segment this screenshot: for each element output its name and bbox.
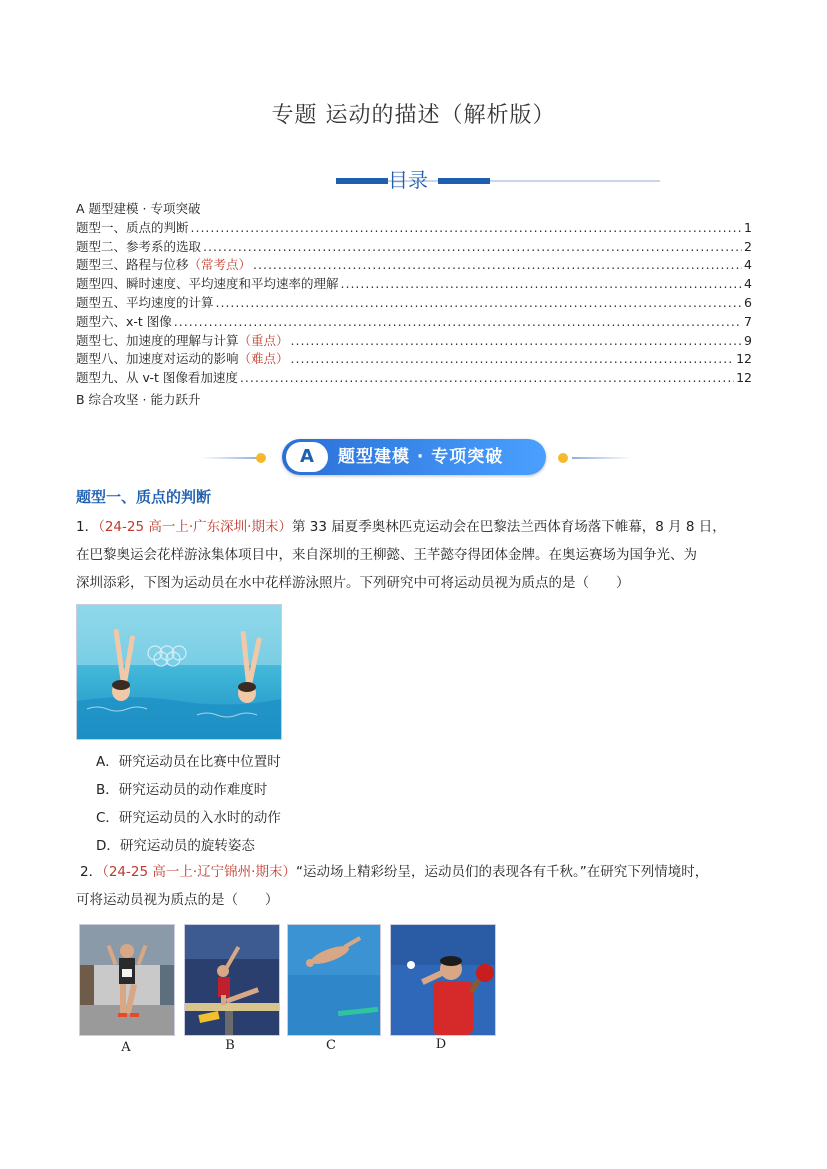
document-title: 专题 运动的描述（解析版） [271, 103, 556, 128]
toc-page-number: 7 [744, 313, 752, 329]
banner-dot-right [558, 453, 568, 463]
toc-leader [240, 369, 734, 388]
toc-heading: 目录 [388, 168, 428, 192]
toc-item[interactable]: 题型四、瞬时速度、平均速度和平均速率的理解 ..... 4 [76, 275, 752, 294]
question-2-line-1: 2．（24-25 高一上·辽宁锦州·期末）“运动场上精彩纷呈，运动员们的表现各有千秋。”在研究下列情境时， [80, 864, 709, 880]
toc-item[interactable]: 题型六、x-t 图像 ..... 7 [76, 313, 752, 332]
banner-line-left [200, 457, 260, 459]
synchronized-swimming-photo [76, 604, 282, 740]
table-tennis-photo [390, 924, 496, 1036]
banner-text: 题型建模 · 专项突破 [338, 447, 504, 467]
toc-page-number: 6 [744, 294, 752, 310]
toc-item[interactable]: 题型三、路程与位移 （常考点） ..... 4 [76, 256, 752, 275]
question-2 [76, 858, 760, 914]
table-tennis-illustration [391, 925, 495, 1035]
toc-leader [174, 313, 742, 332]
option-a[interactable]: A．研究运动员在比赛中位置时 [96, 754, 281, 770]
toc-leader [291, 332, 743, 351]
toc-page-number: 9 [744, 332, 752, 348]
option-b[interactable]: B．研究运动员的动作难度时 [96, 782, 268, 798]
runner-illustration [80, 925, 174, 1035]
toc-page-number: 2 [744, 238, 752, 254]
toc-page-number: 1 [744, 219, 752, 235]
question-source: （24-25 高一上·辽宁锦州·期末） [102, 864, 296, 880]
toc-page-number: 12 [736, 370, 752, 386]
banner-line-right [572, 457, 632, 459]
toc-page-number: 4 [744, 257, 752, 273]
table-of-contents [76, 200, 752, 410]
toc-leader [291, 350, 735, 369]
swimming-illustration [77, 605, 281, 739]
photo-caption-a: A [121, 1040, 131, 1055]
diving-photo [287, 924, 381, 1036]
question-1 [76, 513, 756, 597]
question-1-line-1: 1．（24-25 高一上·广东深圳·期末）第 33 届夏季奥林匹克运动会在巴黎法兰西体育场落下帷幕，8 月 8 日， [76, 519, 726, 535]
toc-leader [216, 294, 743, 313]
toc-leader [253, 256, 742, 275]
photo-caption-d: D [435, 1037, 447, 1052]
question-2-line-2: 可将运动员视为质点的是（ ） [76, 892, 279, 908]
toc-left-bar [336, 178, 388, 184]
toc-leader [341, 275, 743, 294]
photo-caption-c: C [326, 1038, 336, 1053]
banner-pill [282, 439, 546, 475]
section-banner [200, 438, 630, 478]
toc-item[interactable]: 题型二、参考系的选取 ..... 2 [76, 238, 752, 257]
question-1-line-2: 在巴黎奥运会花样游泳集体项目中，来自深圳的王柳懿、王芊懿夺得团体金牌。在奥运赛场为国争光、为 [76, 547, 697, 563]
question-1-line-3: 深圳添彩，下图为运动员在水中花样游泳照片。下列研究中可将运动员视为质点的是（ ） [76, 575, 630, 591]
toc-right-bar [438, 178, 490, 184]
toc-page-number: 4 [744, 276, 752, 292]
question-source: （24-25 高一上·广东深圳·期末） [98, 519, 292, 535]
diver-illustration [288, 925, 380, 1035]
banner-letter: A [286, 442, 328, 472]
toc-item[interactable]: 题型五、平均速度的计算 ..... 6 [76, 294, 752, 313]
marathon-runner-photo [79, 924, 175, 1036]
option-c[interactable]: C．研究运动员的入水时的动作 [96, 810, 281, 826]
section-heading: 题型一、质点的判断 [76, 488, 212, 506]
toc-part-b[interactable]: B 综合攻坚 · 能力跃升 [76, 391, 201, 407]
option-d[interactable]: D．研究运动员的旋转姿态 [96, 838, 255, 854]
toc-leader [191, 219, 743, 238]
toc-item[interactable]: 题型一、质点的判断 ..... 1 [76, 219, 752, 238]
toc-item[interactable]: 题型九、从 v-t 图像看加速度 ..... 12 [76, 369, 752, 388]
toc-item[interactable]: 题型八、加速度对运动的影响 （难点） ..... 12 [76, 350, 752, 369]
toc-part-a[interactable]: A 题型建模 · 专项突破 [76, 201, 201, 216]
toc-item[interactable]: 题型七、加速度的理解与计算 （重点） ..... 9 [76, 332, 752, 351]
balance-beam-gymnast-photo [184, 924, 280, 1036]
toc-page-number: 12 [736, 351, 752, 367]
gymnast-illustration [185, 925, 279, 1035]
banner-dot-left [256, 453, 266, 463]
toc-leader [203, 238, 742, 257]
photo-caption-b: B [225, 1038, 235, 1053]
